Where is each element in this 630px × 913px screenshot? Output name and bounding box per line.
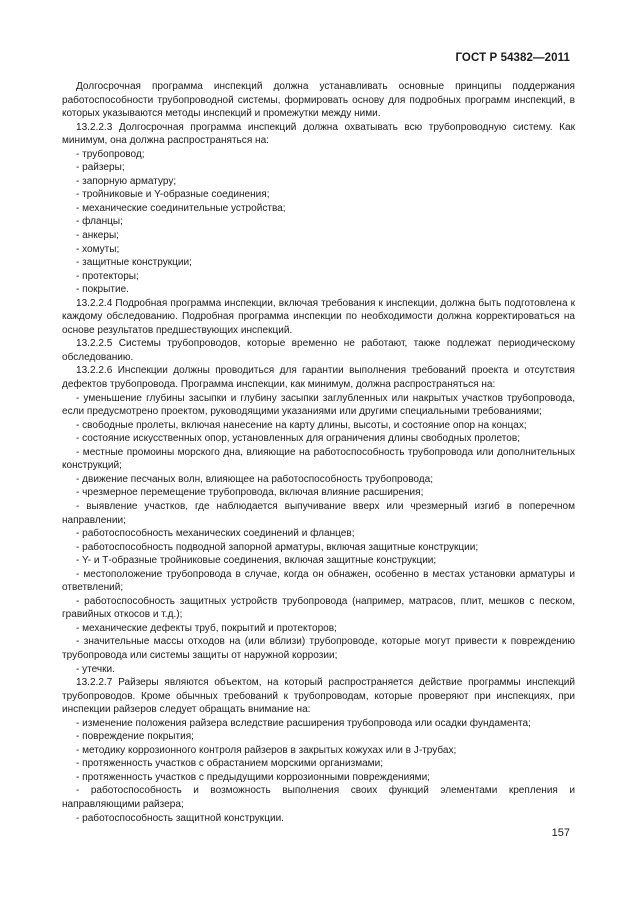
- list-item: - анкеры;: [76, 230, 119, 242]
- list-item: - Y- и Т-образные тройниковые соединения, включая защитные конструкции;: [76, 555, 437, 567]
- paragraph: 13.2.2.5 Системы трубопроводов, которые временно не работают, также подлежат периодическому обследованию.: [62, 338, 575, 363]
- list-item: - утечки.: [76, 663, 115, 675]
- list-item: - работоспособность механических соединений и фланцев;: [76, 528, 355, 540]
- list-item: - значительные массы отходов на (или вблизи) трубопроводе, которые могут привести к повреждению трубопровода или системы защиты от наружной коррозии;: [62, 636, 575, 661]
- list-item: - фланцы;: [76, 216, 123, 228]
- list-item: - механические дефекты труб, покрытий и протекторов;: [76, 622, 337, 634]
- list-item: - движение песчаных волн, влияющее на работоспособность трубопровода;: [76, 473, 434, 485]
- list-item: - повреждение покрытия;: [76, 731, 194, 743]
- list-item: - покрытие.: [76, 284, 129, 296]
- list-item: - защитные конструкции;: [76, 257, 192, 269]
- list-item: - работоспособность защитной конструкции.: [76, 812, 284, 824]
- page-number: 157: [551, 827, 570, 839]
- list-item: - механические соединительные устройства;: [76, 202, 286, 214]
- list-item: - чрезмерное перемещение трубопровода, включая влияние расширения;: [76, 487, 424, 499]
- list-item: - местоположение трубопровода в случае, когда он обнажен, особенно в местах установки арматуры и ответвлений;: [62, 568, 575, 594]
- list-item: - тройниковые и Y-образные соединения;: [76, 189, 270, 201]
- paragraph: 13.2.2.4 Подробная программа инспекции, включая требования к инспекции, должна быть подготовлена к каждому обследованию. Подробная программа инспекции по необходимости должна корректироваться на основе результатов предшествующих инспекций.: [62, 297, 575, 336]
- list-item: - работоспособность защитных устройств трубопровода (например, матрасов, плит, мешков с песком, гравийных откосов и т.д.);: [62, 595, 575, 621]
- list-item: - свободные пролеты, включая нанесение на карту длины, высоты, и состояние опор на концах;: [76, 419, 527, 431]
- list-item: - работоспособность подводной запорной арматуры, включая защитные конструкции;: [76, 541, 479, 553]
- standard-header: ГОСТ Р 54382—2011: [455, 52, 570, 64]
- list-item: - райзеры;: [76, 162, 125, 174]
- list-item: - методику коррозионного контроля райзеров в закрытых кожухах или в J-трубах;: [76, 744, 457, 756]
- list-item: - работоспособность и возможность выполнения своих функций элементами крепления и направляющими райзера;: [62, 785, 575, 810]
- paragraph: Долгосрочная программа инспекций должна устанавливать основные принципы поддержания работоспособности трубопроводной системы, формировать основу для подробных программ инспекций, в которых указываются методы инспекций и промежутки между ними.: [62, 81, 575, 120]
- list-item: - протекторы;: [76, 270, 139, 282]
- list-item: - запорную арматуру;: [76, 175, 177, 187]
- list-item: - местные промоины морского дна, влияющие на работоспособность трубопровода или дополнительных конструкций;: [62, 446, 575, 472]
- paragraph: 13.2.2.3 Долгосрочная программа инспекций должна охватывать всю трубопроводную систему. Как минимум, она должна распространяться на:: [62, 121, 575, 147]
- list-item: - состояние искусственных опор, установленных для ограничения длины свободных пролетов;: [76, 433, 520, 445]
- list-item: - хомуты;: [76, 243, 120, 255]
- paragraph: 13.2.2.7 Райзеры являются объектом, на который распространяется действие программы инспекций трубопроводов. Кроме обычных требований к трубопроводам, которые проверяют при инспекциях, при инспекции райзеров следует обращать внимание на:: [62, 677, 575, 716]
- paragraph: 13.2.2.6 Инспекции должны проводиться для гарантии выполнения требований проекта и отсутствия дефектов трубопровода. Программа инспекции, как минимум, должна распространяться на:: [62, 365, 575, 391]
- list-item: - трубопровод;: [76, 148, 145, 160]
- document-body: [62, 80, 575, 825]
- list-item: - выявление участков, где наблюдается выпучивание вверх или чрезмерный изгиб в поперечном направлении;: [62, 500, 575, 526]
- list-item: - протяженность участков с обрастанием морскими организмами;: [76, 758, 383, 770]
- list-item: - изменение положения райзера вследствие расширения трубопровода или осадки фундамента;: [76, 717, 531, 729]
- list-item: - протяженность участков с предыдущими коррозионными повреждениями;: [76, 771, 430, 783]
- list-item: - уменьшение глубины засыпки и глубину засыпки заглубленных или накрытых участков трубопровода, если предусмотрено проектом, руководящими указаниями или другими специальными требованиями;: [62, 392, 575, 418]
